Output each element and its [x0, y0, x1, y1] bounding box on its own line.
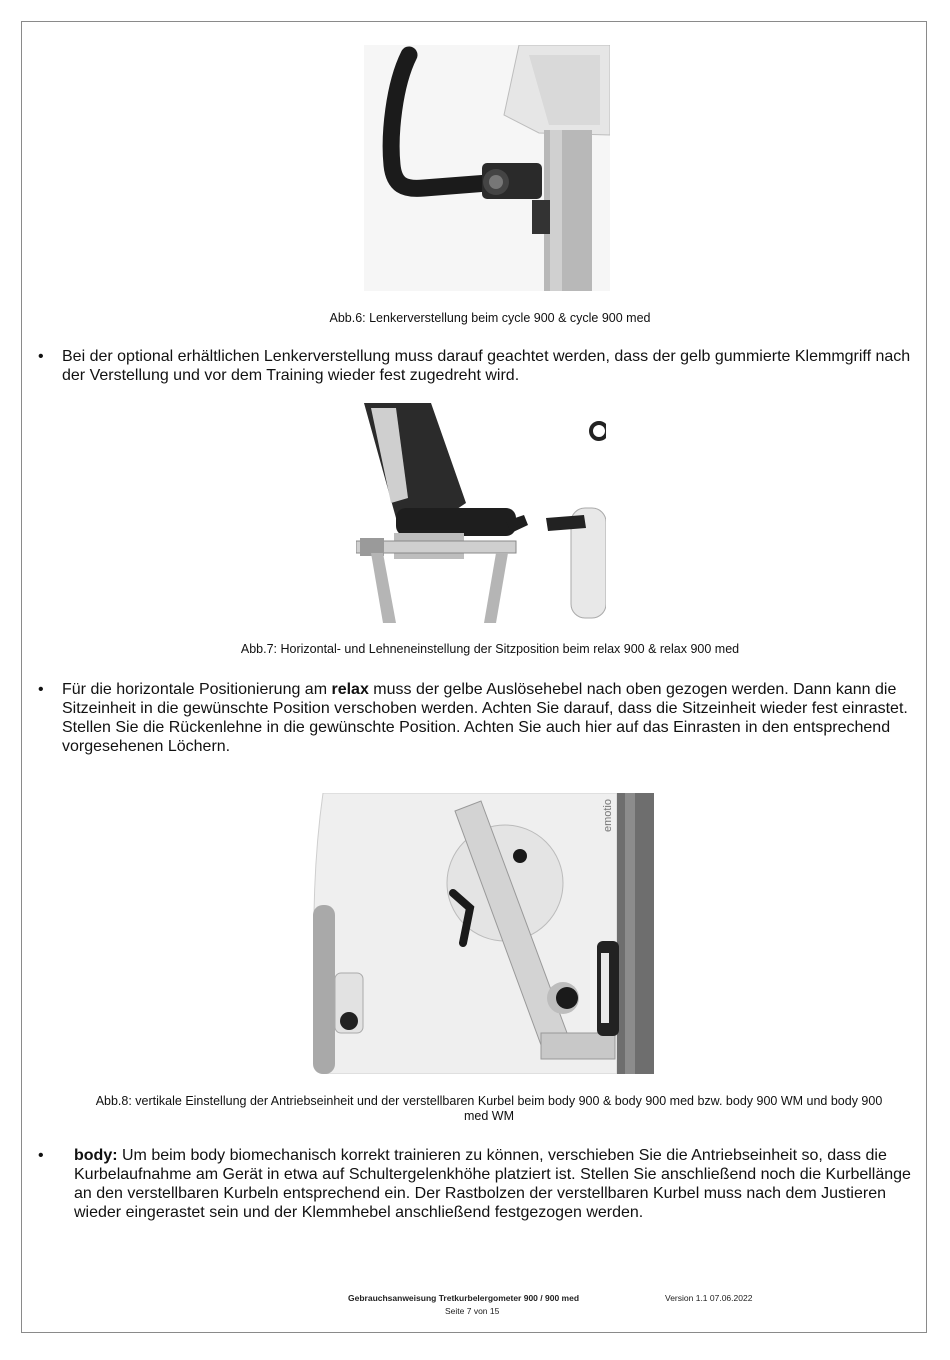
figure-7-caption: Abb.7: Horizontal- und Lehneneinstellung der Sitzposition beim relax 900 & relax 900 med	[240, 642, 740, 656]
paragraph-relax	[62, 680, 914, 756]
caption-line-1: Abb.8: vertikale Einstellung der Antriebseinheit und der verstellbaren Kurbel beim body 900 & body 900 med bzw. body 900 WM und body 900	[95, 1094, 883, 1108]
figure-6-image	[364, 45, 610, 291]
brand-label: emotio	[602, 799, 614, 833]
crank-illustration	[305, 793, 654, 1074]
seat-illustration	[356, 403, 606, 623]
paragraph-bold-term: body:	[74, 1147, 118, 1164]
figure-8-image	[305, 793, 654, 1074]
figure-8-caption	[66, 1094, 912, 1124]
footer-title: Gebrauchsanweisung Tretkurbelergometer 900 / 900 med	[348, 1293, 580, 1303]
bullet-marker: •	[38, 681, 44, 698]
bullet-marker: •	[38, 348, 44, 365]
paragraph-bold-term: relax	[331, 681, 369, 698]
footer-version: Version 1.1 07.06.2022	[665, 1293, 753, 1303]
figure-6-caption: Abb.6: Lenkerverstellung beim cycle 900 & cycle 900 med	[329, 311, 651, 325]
caption-line-2: med WM	[464, 1109, 514, 1123]
paragraph-text: Bei der optional erhältlichen Lenkerverstellung muss darauf geachtet werden, dass der gelb gummierte Klemmgriff nach der Verstellung und vor dem Training wieder fest zugedreht wird.	[62, 348, 911, 384]
paragraph-text-start: Für die horizontale Positionierung am	[62, 681, 332, 698]
figure-7-image	[356, 403, 606, 623]
paragraph-handlebar	[62, 347, 912, 385]
handlebar-illustration	[364, 45, 610, 291]
footer-page-number: Seite 7 von 15	[445, 1306, 500, 1316]
paragraph-text-rest: muss der gelbe Auslösehebel nach oben gezogen werden. Dann kann die Sitzeinheit in die gewünschte Position verschoben werden. Achten Sie darauf, dass die Sitzeinheit wieder fest einrastet. Stellen Sie die Rückenlehne in die gewünschte Position. Achten Sie auch hier auf das Einrasten in den entsprechend vorgesehenen Löchern.	[62, 681, 908, 755]
bullet-marker: •	[38, 1147, 44, 1164]
paragraph-body	[74, 1146, 914, 1222]
paragraph-text-rest: Um beim body biomechanisch korrekt trainieren zu können, verschieben Sie die Antriebseinheit so, dass die Kurbelaufnahme am Gerät in etwa auf Schultergelenkhöhe platziert ist. Stellen Sie anschließend noch die Kurbellänge an den verstellbaren Kurbeln entsprechend ein. Der Rastbolzen der verstellbaren Kurbel muss nach dem Justieren wieder eingerastet sein und der Klemmhebel anschließend festgezogen werden.	[74, 1147, 911, 1221]
